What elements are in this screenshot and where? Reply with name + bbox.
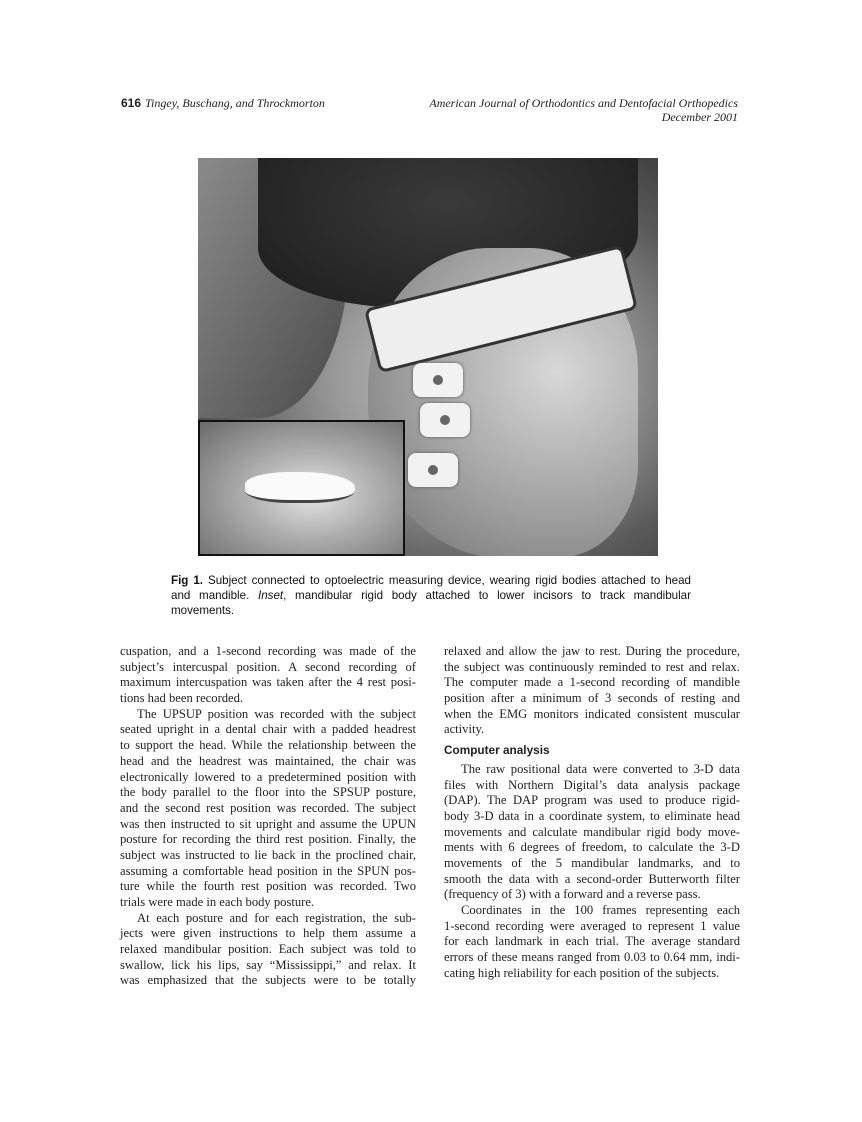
text-line: subject was instructed to lie back in the proclined chair,: [120, 847, 416, 862]
text-line: smooth the data with a second-order Butterworth filter: [444, 871, 740, 886]
text-line: The UPSUP position was recorded with the subject: [137, 706, 416, 721]
paragraph: [120, 911, 416, 989]
text-line: jects were given instructions to help them assume a: [120, 926, 416, 941]
text-line: At each posture and for each registration, the sub-: [137, 910, 416, 925]
text-line: movements and calculate mandibular rigid body move-: [444, 824, 740, 839]
journal-title: American Journal of Orthodontics and Dentofacial Orthopedics: [429, 96, 738, 110]
text-line: trials were made in each body posture.: [120, 895, 315, 909]
text-line: activity.: [444, 722, 485, 737]
text-line: head and the headrest was maintained, the chair was: [120, 753, 416, 768]
text-line: swallow, lick his lips, say “Mississippi,” and relax. It: [120, 957, 416, 972]
text-line: movements of the 5 mandibular landmarks, and to: [444, 855, 740, 870]
running-header-right: [429, 96, 738, 124]
text-line: relaxed and allow the jaw to rest. During the procedure,: [444, 644, 740, 658]
text-line: when the EMG monitors indicated consistent muscular: [444, 706, 740, 721]
text-line: ments with 6 degrees of freedom, to calculate the 3-D: [444, 840, 740, 855]
text-line: (frequency of 3) with a forward and a reverse pass.: [444, 887, 701, 902]
paragraph: [120, 644, 416, 707]
section-heading: Computer analysis: [444, 743, 550, 758]
paragraph: [444, 762, 740, 903]
text-line: to support the head. While the relationship between the: [120, 738, 416, 753]
text-line: errors of these means ranged from 0.03 to 0.64 mm, indi-: [444, 950, 740, 965]
paragraph: [120, 707, 416, 911]
text-line: for each landmark in each trial. The average standard: [444, 934, 740, 949]
emg-electrode: [420, 403, 470, 437]
text-line: the subject was continuously reminded to rest and relax.: [444, 659, 740, 674]
text-line: maximum intercuspation was taken after the 4 rest posi-: [120, 675, 416, 690]
text-line: tions had been recorded.: [120, 691, 244, 706]
figure-1-photo: [198, 158, 658, 556]
text-line: the body parallel to the floor into the SPSUP posture,: [120, 785, 416, 800]
text-line: electronically lowered to a predetermined position with: [120, 769, 416, 784]
caption-text: , mandibular rigid body attached to lower incisors to track mandibular movements.: [171, 589, 691, 617]
text-line: ture while the fourth rest position was recorded. Two: [120, 879, 416, 894]
figure-inset-photo: [198, 420, 405, 556]
text-line: was emphasized that the subjects were to be totally: [120, 973, 416, 988]
text-line: Coordinates in the 100 frames representing each: [461, 903, 740, 917]
emg-electrode: [413, 363, 463, 397]
page-number: 616: [121, 96, 142, 110]
text-line: posture for recording the third rest position. Finally, the: [120, 832, 416, 847]
text-line: 1-second recording were averaged to represent 1 value: [444, 918, 740, 933]
text-line: body 3-D data in a coordinate system, to eliminate head: [444, 808, 740, 823]
text-line: The computer made a 1-second recording of mandible: [444, 675, 740, 690]
text-line: assuming a comfortable head position in the SPUN pos-: [120, 863, 416, 878]
text-line: files with Northern Digital’s data analysis package: [444, 777, 740, 792]
lower-incisors: [245, 472, 355, 503]
figure-label: Fig 1.: [171, 574, 204, 587]
right-column: [444, 644, 740, 981]
caption-text: Subject connected to optoelectric measuring device, wearing rigid bodies attached to head and mandible.: [171, 574, 692, 602]
text-line: subject’s intercuspal position. A second recording of: [120, 659, 416, 674]
text-line: was then instructed to sit upright and assume the UPUN: [120, 816, 416, 831]
text-line: The raw positional data were converted to 3-D data: [461, 761, 740, 776]
issue-date: December 2001: [661, 110, 738, 124]
left-column: [120, 644, 416, 989]
text-line: (DAP). The DAP program was used to produce rigid-: [444, 793, 740, 808]
text-line: position after a minimum of 3 seconds of resting and: [444, 691, 740, 706]
paragraph: [444, 903, 740, 981]
text-line: and the second rest position was recorded. The subject: [120, 800, 416, 815]
caption-inset-term: Inset: [258, 589, 284, 602]
paragraph: [444, 644, 740, 738]
text-line: relaxed mandibular position. Each subject was told to: [120, 942, 416, 957]
running-header-left: [121, 96, 325, 111]
authors: Tingey, Buschang, and Throckmorton: [145, 96, 325, 110]
emg-electrode: [408, 453, 458, 487]
text-line: cating high reliability for each position of the subjects.: [444, 965, 720, 980]
text-line: seated upright in a dental chair with a padded headrest: [120, 722, 416, 737]
figure-caption: [171, 573, 691, 618]
text-line: cuspation, and a 1-second recording was made of the: [120, 644, 416, 658]
